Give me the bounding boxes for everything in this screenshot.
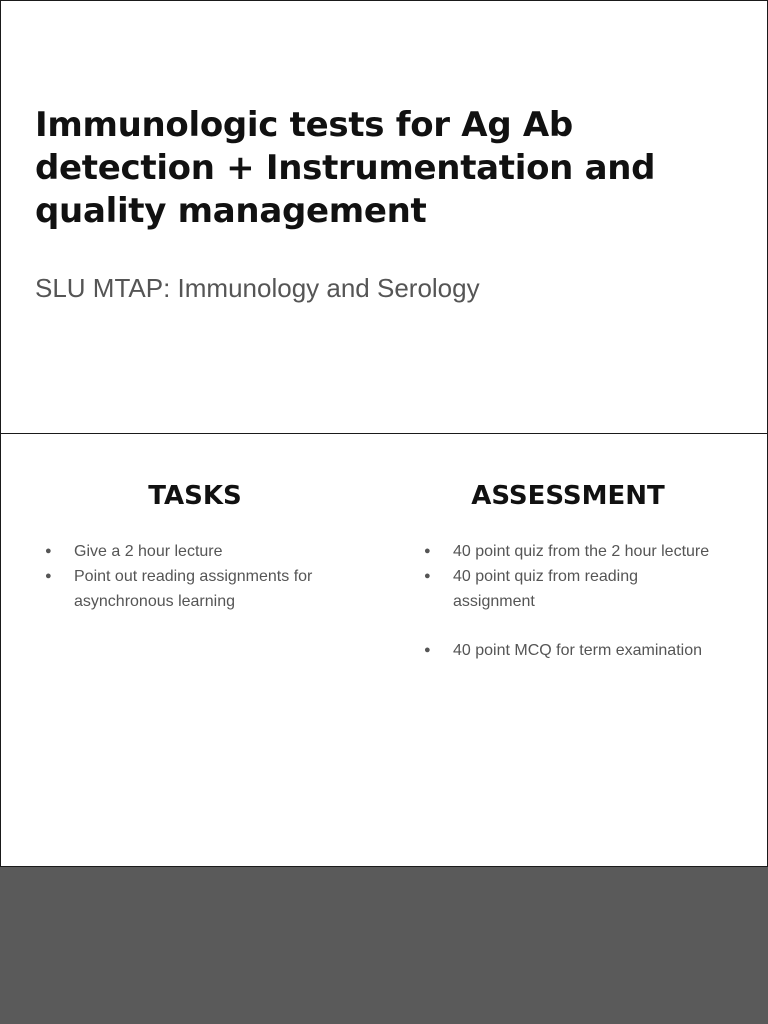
assessment-heading: ASSESSMENT	[471, 481, 665, 511]
list-item: ● Point out reading assignments for asynchronous learning	[45, 564, 355, 614]
slide-subtitle: SLU MTAP: Immunology and Serology	[35, 273, 480, 303]
assessment-list	[424, 539, 724, 663]
list-item: ● 40 point quiz from the 2 hour lecture	[424, 539, 724, 564]
list-item: ● 40 point quiz from reading assignment	[424, 564, 724, 614]
title-slide	[0, 0, 768, 434]
list-item: ● 40 point MCQ for term examination	[424, 638, 724, 663]
slide-title: Immunologic tests for Ag Ab detection + Instrumentation and quality management	[35, 105, 656, 231]
tasks-assessment-slide	[0, 433, 768, 867]
tasks-list	[45, 539, 355, 614]
list-item: ● Give a 2 hour lecture	[45, 539, 355, 564]
tasks-heading: TASKS	[148, 481, 242, 511]
